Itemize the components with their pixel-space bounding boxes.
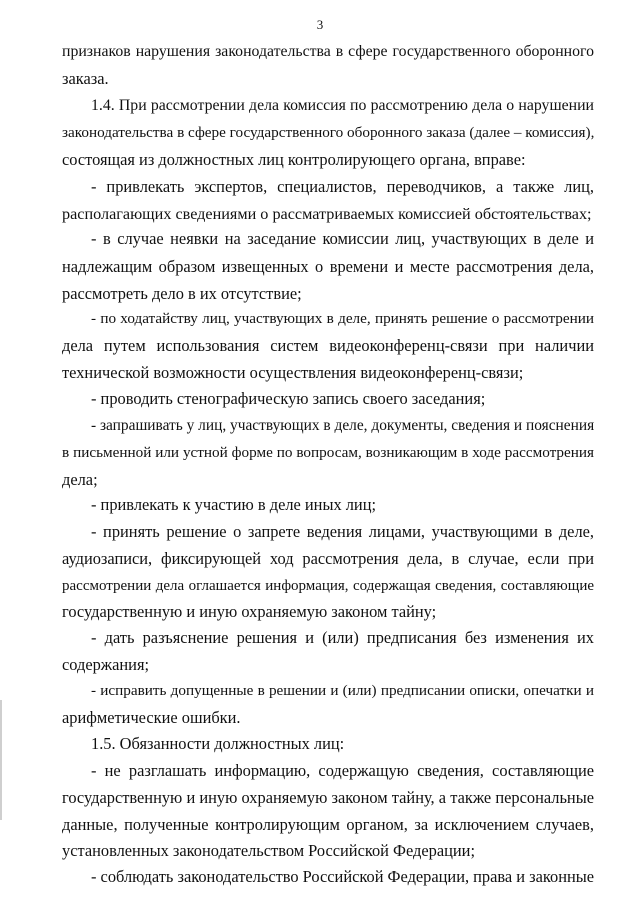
text-line: - исправить допущенные в решении и (или) предписании описки, опечатки и bbox=[91, 682, 594, 699]
text-line: - запрашивать у лиц, участвующих в деле, документы, сведения и пояснения bbox=[91, 417, 595, 434]
page-number: 3 bbox=[316, 17, 324, 32]
text-line: 1.5. Обязанности должностных лиц: bbox=[91, 734, 345, 753]
text-line: государственную и иную охраняемую законом тайну, а также персональные bbox=[62, 788, 594, 807]
text-line: - по ходатайству лиц, участвующих в деле, принять решение о рассмотрении bbox=[91, 310, 594, 327]
text-line: законодательства в сфере государственного оборонного заказа (далее – комиссия), bbox=[62, 124, 595, 141]
text-line: - привлекать к участию в деле иных лиц; bbox=[91, 495, 377, 514]
text-line: - не разглашать информацию, содержащую сведения, составляющие bbox=[91, 761, 594, 780]
text-line: технической возможности осуществления видеоконференц-связи; bbox=[62, 363, 524, 382]
text-line: 1.4. При рассмотрении дела комиссия по рассмотрению дела о нарушении bbox=[91, 97, 594, 114]
text-line: - привлекать экспертов, специалистов, переводчиков, а также лиц, bbox=[91, 177, 594, 196]
text-line: аудиозаписи, фиксирующей ход рассмотрения дела, в случае, если при bbox=[62, 549, 594, 568]
text-line: заказа. bbox=[62, 69, 109, 88]
text-line: дела; bbox=[62, 470, 98, 489]
text-line: дела путем использования систем видеоконференц-связи при наличии bbox=[62, 336, 594, 355]
text-line: рассмотреть дело в их отсутствие; bbox=[62, 284, 302, 303]
text-line: государственную и иную охраняемую законом тайну; bbox=[62, 602, 437, 621]
text-line: - проводить стенографическую запись своего заседания; bbox=[91, 389, 486, 408]
text-line: - дать разъяснение решения и (или) предписания без изменения их bbox=[91, 628, 594, 647]
text-line: - принять решение о запрете ведения лицами, участвующими в деле, bbox=[91, 522, 594, 541]
text-line: - в случае неявки на заседание комиссии лиц, участвующих в деле и bbox=[91, 229, 594, 248]
text-line: состоящая из должностных лиц контролирующего органа, вправе: bbox=[62, 150, 526, 169]
scan-edge-mark bbox=[0, 700, 2, 820]
text-line: установленных законодательством Российской Федерации; bbox=[62, 841, 476, 860]
text-line: надлежащим образом извещенных о времени и месте рассмотрения дела, bbox=[62, 257, 594, 276]
text-line: данные, полученные контролирующим органом, за исключением случаев, bbox=[62, 815, 594, 834]
text-line: арифметические ошибки. bbox=[62, 708, 241, 727]
text-line: признаков нарушения законодательства в сфере государственного оборонного bbox=[62, 43, 594, 60]
text-line: располагающих сведениями о рассматриваемых комиссией обстоятельствах; bbox=[62, 205, 592, 223]
text-line: в письменной или устной форме по вопросам, возникающим в ходе рассмотрения bbox=[62, 444, 594, 461]
text-line: - соблюдать законодательство Российской Федерации, права и законные bbox=[91, 867, 595, 886]
text-line: рассмотрении дела оглашается информация, содержащая сведения, составляющие bbox=[62, 578, 594, 594]
text-line: содержания; bbox=[62, 655, 150, 674]
